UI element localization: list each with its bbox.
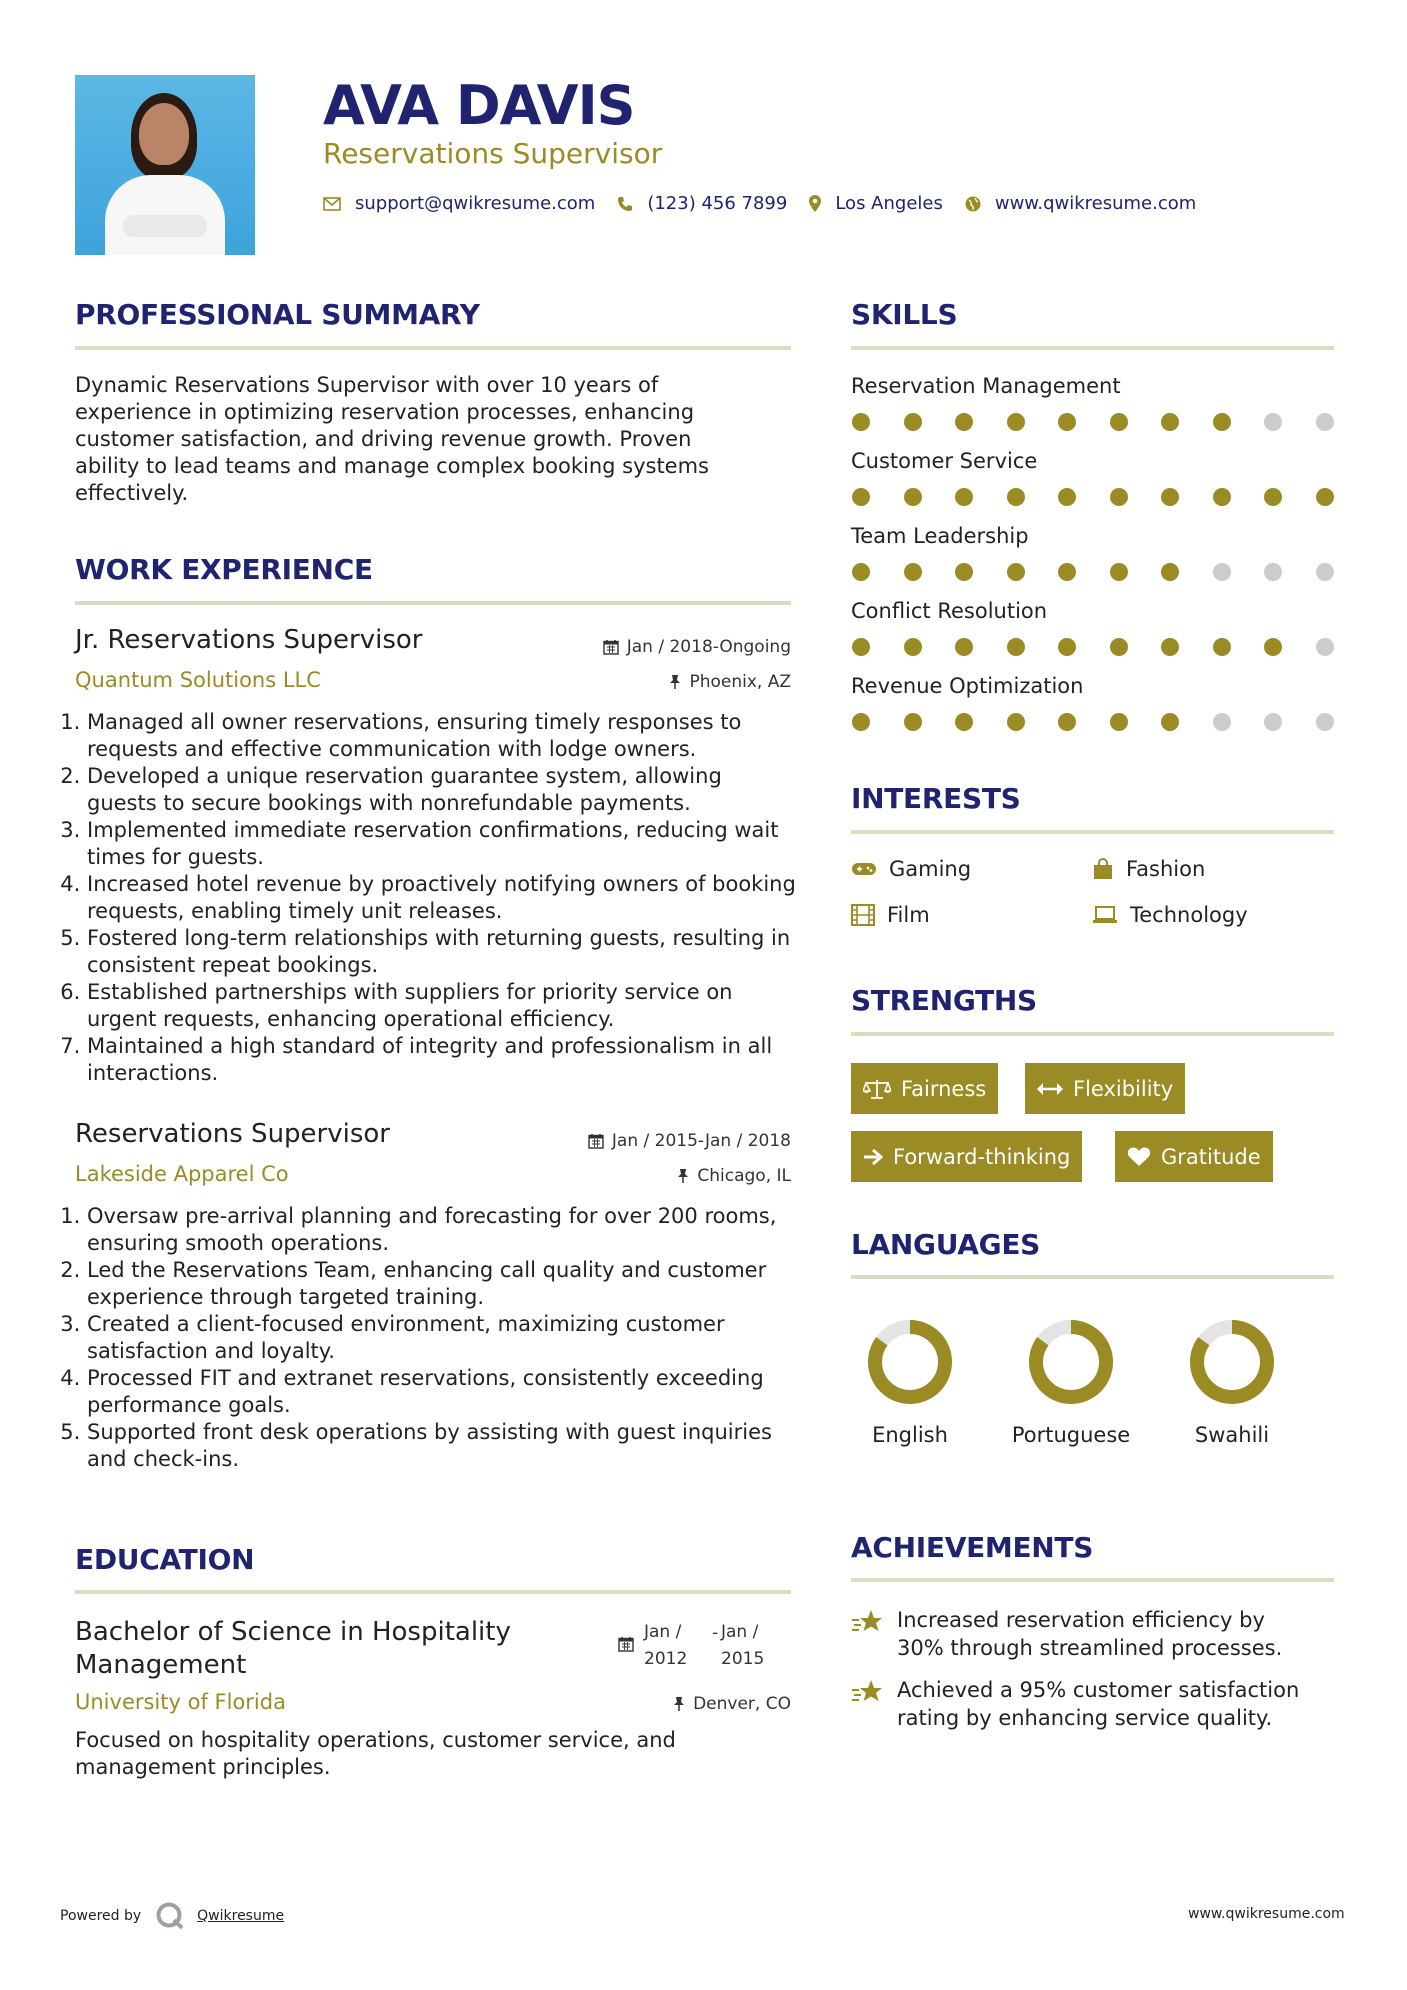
qwikresume-link[interactable]: Qwikresume [197,1908,285,1924]
star-award-icon [851,1608,885,1638]
rating-dot-filled [1213,488,1231,506]
job-bullets [67,709,797,1087]
phone-text: (123) 456 7899 [647,193,788,214]
skill-name: Reservation Management [851,374,1121,398]
list-item: 1. Managed all owner reservations, ensuring timely responses to requests and effective communication with lodge owners. [87,709,797,763]
rating-dot-filled [1058,713,1076,731]
skills-divider [851,346,1334,350]
rating-dot-filled [1161,638,1179,656]
rating-dot-empty [1264,413,1282,431]
language-label: English [872,1423,948,1447]
language-level-ring [1027,1318,1115,1406]
skills-heading: SKILLS [851,298,958,331]
education-location: Denver, CO [673,1694,791,1714]
company-name: Lakeside Apparel Co [75,1162,289,1186]
interest-gaming: Gaming [851,857,971,881]
arrows-horizontal-icon [1037,1082,1063,1096]
rating-dot-filled [1058,638,1076,656]
rating-dot-filled [904,563,922,581]
candidate-title: Reservations Supervisor [323,137,663,170]
balance-scale-icon [863,1078,891,1100]
rating-dot-filled [955,413,973,431]
strength-badge-flexibility: Flexibility [1025,1063,1185,1114]
job-location: Phoenix, AZ [669,672,791,692]
interest-technology: Technology [1092,903,1248,927]
profile-photo [75,75,255,255]
rating-dot-filled [1058,488,1076,506]
job-bullets [67,1203,797,1473]
rating-dot-filled [1110,563,1128,581]
languages-heading: LANGUAGES [851,1228,1041,1261]
languages-divider [851,1275,1334,1279]
rating-dot-empty [1213,563,1231,581]
footer-powered-by [60,1901,284,1931]
rating-dot-empty [1264,713,1282,731]
language-label: Portuguese [1011,1423,1131,1447]
contact-bar [323,193,1218,214]
strength-badge-gratitude: Gratitude [1115,1131,1273,1182]
job-title: Reservations Supervisor [75,1119,390,1149]
rating-dot-filled [852,563,870,581]
phone-icon [617,196,633,212]
heart-icon [1127,1146,1151,1167]
pushpin-icon [673,1696,685,1712]
rating-dot-filled [1058,413,1076,431]
rating-dot-filled [1110,713,1128,731]
contact-location [809,193,943,214]
education-description: Focused on hospitality operations, customer service, and management principles. [75,1728,676,1779]
rating-dot-empty [1213,713,1231,731]
list-item: 2. Led the Reservations Team, enhancing call quality and customer experience through targeted training. [87,1257,797,1311]
language-level-ring [1188,1318,1276,1406]
list-item: 5. Fostered long-term relationships with returning guests, resulting in consistent repeat bookings. [87,925,797,979]
interests-divider [851,830,1334,834]
rating-dot-filled [1264,638,1282,656]
language-swahili [1162,1318,1302,1449]
summary-divider [75,346,791,350]
contact-website[interactable] [965,193,1196,214]
pushpin-icon [677,1168,689,1184]
rating-dot-filled [1007,638,1025,656]
map-pin-icon [809,195,821,212]
rating-dot-filled [852,488,870,506]
rating-dot-filled [955,638,973,656]
rating-dot-filled [904,713,922,731]
strengths-divider [851,1032,1334,1036]
footer-website[interactable]: www.qwikresume.com [1188,1906,1345,1922]
rating-dot-empty [1264,563,1282,581]
envelope-icon [323,197,341,211]
gamepad-icon [851,861,877,877]
rating-dot-empty [1316,563,1334,581]
rating-dot-filled [852,413,870,431]
language-portuguese [1001,1318,1141,1449]
rating-dot-filled [955,713,973,731]
rating-dot-filled [955,488,973,506]
achievements-divider [851,1578,1334,1582]
rating-dot-filled [904,413,922,431]
rating-dot-empty [1316,713,1334,731]
list-item: 4. Processed FIT and extranet reservations, consistently exceeding performance goals. [87,1365,797,1419]
language-label: Swahili [1194,1423,1270,1447]
rating-dot-empty [1316,413,1334,431]
rating-dot-filled [904,488,922,506]
rating-dot-filled [1110,413,1128,431]
rating-dot-filled [1161,413,1179,431]
skill-name: Conflict Resolution [851,599,1048,623]
language-level-ring [866,1318,954,1406]
rating-dot-filled [1110,488,1128,506]
shopping-bag-icon [1092,858,1114,880]
interest-fashion: Fashion [1092,857,1205,881]
rating-dot-filled [852,638,870,656]
email-text: support@qwikresume.com [355,193,596,214]
calendar-icon [618,1636,634,1652]
list-item: 7. Maintained a high standard of integrity and professionalism in all interactions. [87,1033,797,1087]
rating-dot-filled [1007,563,1025,581]
skill-rating [852,488,1367,506]
arrow-right-icon [863,1148,883,1166]
rating-dot-filled [1007,488,1025,506]
language-english [840,1318,980,1449]
candidate-name: AVA DAVIS [323,74,635,137]
contact-email[interactable] [323,193,595,214]
summary-text: Dynamic Reservations Supervisor with over 10 years of experience in optimizing reservation processes, enhancing customer satisfaction, and driving revenue growth. Proven ability to lead teams and manage complex booking systems effectively. [75,373,709,505]
qwikresume-logo-icon [155,1901,185,1931]
skill-name: Customer Service [851,449,1038,473]
calendar-icon [588,1133,604,1149]
list-item: 1. Oversaw pre-arrival planning and forecasting for over 200 rooms, ensuring smooth operations. [87,1203,797,1257]
rating-dot-filled [1007,713,1025,731]
contact-phone[interactable] [617,193,787,214]
job-title: Jr. Reservations Supervisor [75,625,423,655]
education-date-dash: - [712,1623,719,1643]
experience-divider [75,601,791,605]
strength-badge-fairness: Fairness [851,1063,998,1114]
skill-rating [852,713,1367,731]
company-name: Quantum Solutions LLC [75,668,321,692]
summary-heading: PROFESSIONAL SUMMARY [75,298,480,331]
achievement-item: Increased reservation efficiency by 30% through streamlined processes. [851,1606,1282,1662]
rating-dot-filled [1161,713,1179,731]
achievement-item: Achieved a 95% customer satisfaction rating by enhancing service quality. [851,1676,1299,1732]
rating-dot-filled [852,713,870,731]
skill-name: Revenue Optimization [851,674,1084,698]
interests-heading: INTERESTS [851,782,1021,815]
website-text: www.qwikresume.com [994,193,1197,214]
globe-icon [965,196,981,212]
rating-dot-filled [1007,413,1025,431]
experience-heading: WORK EXPERIENCE [75,553,373,586]
strengths-heading: STRENGTHS [851,984,1037,1017]
rating-dot-filled [955,563,973,581]
list-item: 5. Supported front desk operations by assisting with guest inquiries and check-ins. [87,1419,797,1473]
education-end-date: Jan / 2015 [721,1622,765,1669]
location-text: Los Angeles [835,193,943,214]
rating-dot-filled [1161,563,1179,581]
powered-by-text: Powered by [60,1908,142,1924]
list-item: 4. Increased hotel revenue by proactively notifying owners of booking requests, enabling timely unit releases. [87,871,797,925]
strength-badge-forward-thinking: Forward-thinking [851,1131,1082,1182]
rating-dot-filled [1161,488,1179,506]
education-start-date: Jan / 2012 [644,1622,688,1669]
list-item: 3. Implemented immediate reservation confirmations, reducing wait times for guests. [87,817,797,871]
pushpin-icon [669,674,681,690]
rating-dot-filled [1264,488,1282,506]
calendar-icon [603,639,619,655]
laptop-icon [1092,906,1118,924]
school-name: University of Florida [75,1690,286,1714]
rating-dot-filled [1213,413,1231,431]
rating-dot-empty [1316,638,1334,656]
rating-dot-filled [904,638,922,656]
film-icon [851,904,875,926]
rating-dot-filled [1058,563,1076,581]
rating-dot-filled [1110,638,1128,656]
job-dates: Jan / 2015-Jan / 2018 [588,1131,791,1151]
list-item: 3. Created a client-focused environment, maximizing customer satisfaction and loyalty. [87,1311,797,1365]
education-divider [75,1590,791,1594]
list-item: 2. Developed a unique reservation guarantee system, allowing guests to secure bookings with nonrefundable payments. [87,763,797,817]
job-dates: Jan / 2018-Ongoing [603,637,791,657]
star-award-icon [851,1678,885,1708]
rating-dot-filled [1316,488,1334,506]
degree-title: Bachelor of Science in Hospitality Management [75,1617,511,1680]
list-item: 6. Established partnerships with suppliers for priority service on urgent requests, enhancing operational efficiency. [87,979,797,1033]
interest-film: Film [851,903,930,927]
skill-rating [852,638,1367,656]
job-location: Chicago, IL [677,1166,791,1186]
education-heading: EDUCATION [75,1543,255,1576]
skill-rating [852,413,1367,431]
rating-dot-filled [1213,638,1231,656]
skill-rating [852,563,1367,581]
achievements-heading: ACHIEVEMENTS [851,1531,1094,1564]
skill-name: Team Leadership [851,524,1029,548]
